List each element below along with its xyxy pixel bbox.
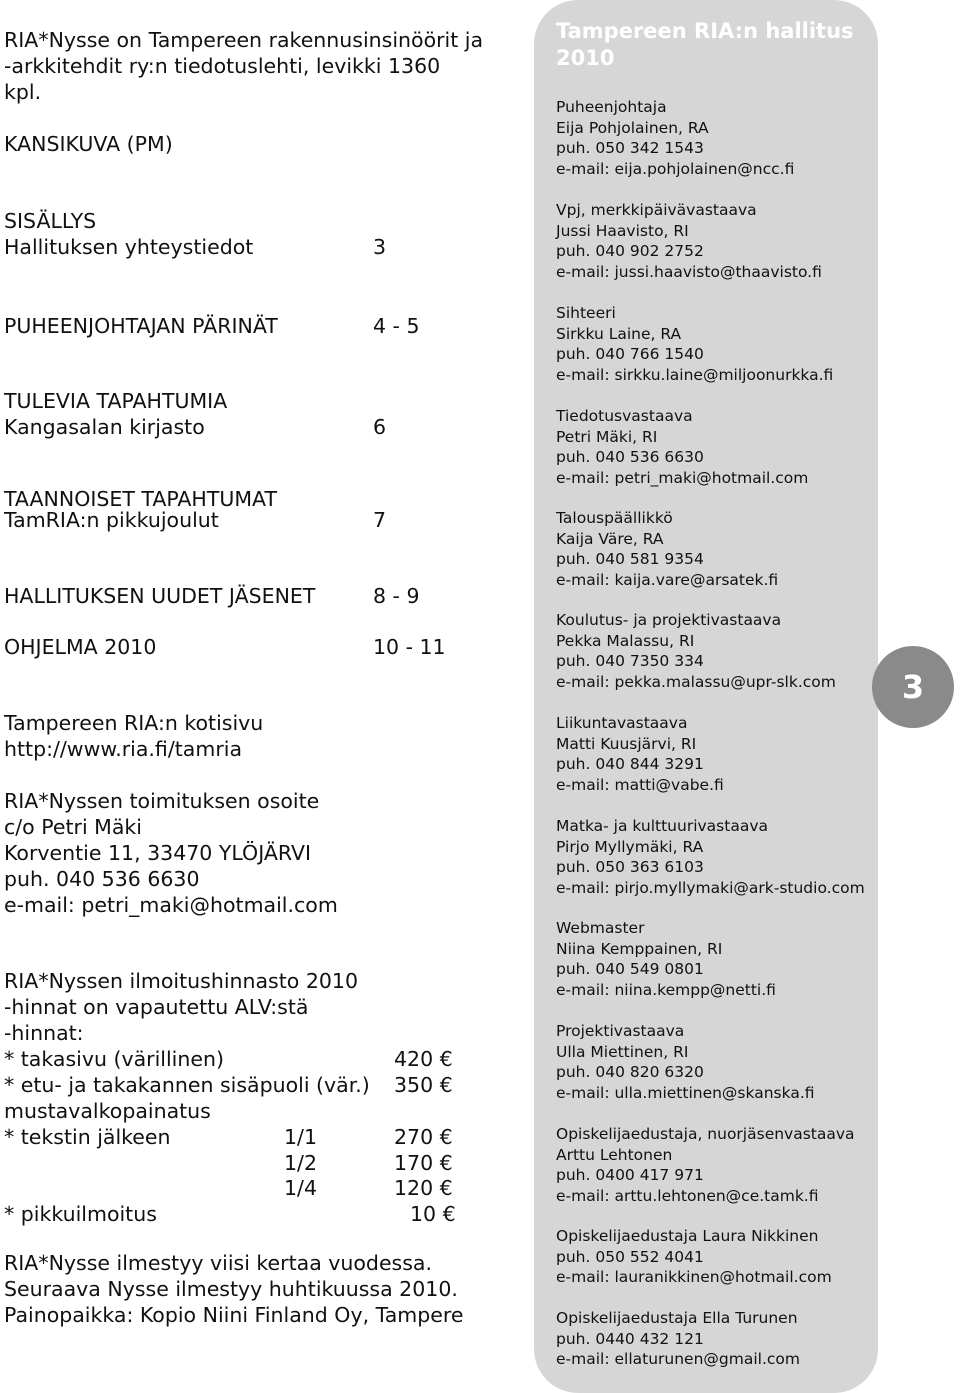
price-row-label: * tekstin jälkeen — [4, 1125, 171, 1149]
member-phone: puh. 050 552 4041 — [556, 1247, 704, 1266]
member-email[interactable]: e-mail: pirjo.myllymaki@ark-studio.com — [556, 878, 865, 897]
board-member — [556, 508, 886, 590]
member-name: Niina Kemppainen, RI — [556, 939, 723, 958]
member-email[interactable]: e-mail: kaija.vare@arsatek.fi — [556, 570, 779, 589]
member-phone: puh. 040 581 9354 — [556, 550, 704, 569]
member-phone: puh. 0400 417 971 — [556, 1166, 704, 1185]
price-row-price: 10 € — [410, 1202, 456, 1226]
prices-note: -hinnat on vapautettu ALV:stä — [4, 995, 309, 1019]
price-row-size: 1/2 — [284, 1151, 317, 1175]
member-name: Arttu Lehtonen — [556, 1145, 673, 1164]
toc-item-label: Hallituksen yhteystiedot — [4, 235, 254, 259]
member-phone: puh. 040 820 6320 — [556, 1063, 704, 1082]
member-name: Pirjo Myllymäki, RA — [556, 837, 704, 856]
member-email[interactable]: e-mail: petri_maki@hotmail.com — [556, 468, 809, 487]
homepage-url[interactable]: http://www.ria.fi/tamria — [4, 737, 243, 761]
footer-line: Seuraava Nysse ilmestyy huhtikuussa 2010. — [4, 1277, 458, 1301]
member-role: Sihteeri — [556, 304, 616, 322]
price-row-price: 120 € — [394, 1176, 453, 1200]
toc-item-page: 3 — [373, 235, 387, 259]
board-member — [556, 918, 886, 1000]
price-row-price: 270 € — [394, 1125, 453, 1149]
member-role: Opiskelijaedustaja Laura Nikkinen — [556, 1227, 819, 1245]
member-name: Kaija Väre, RA — [556, 529, 664, 548]
price-row-label: * pikkuilmoitus — [4, 1202, 157, 1226]
member-phone: puh. 0440 432 121 — [556, 1329, 704, 1348]
member-role: Webmaster — [556, 919, 645, 937]
member-name: Pekka Malassu, RI — [556, 631, 695, 650]
board-member — [556, 303, 886, 385]
board-member — [556, 406, 886, 488]
prices-heading: RIA*Nyssen ilmoitushinnasto 2010 — [4, 969, 359, 993]
page-number-badge: 3 — [872, 646, 954, 728]
cover-credit: KANSIKUVA (PM) — [4, 132, 173, 156]
board-member — [556, 1021, 886, 1103]
toc-item-page: 10 - 11 — [373, 635, 446, 659]
prices-note: -hinnat: — [4, 1021, 84, 1045]
price-row-label: * etu- ja takakannen sisäpuoli (vär.) — [4, 1073, 370, 1097]
member-role: Projektivastaava — [556, 1022, 685, 1040]
toc-heading: SISÄLLYS — [4, 209, 97, 233]
intro-line: -arkkitehdit ry:n tiedotuslehti, levikki 1360 — [4, 54, 441, 78]
member-email[interactable]: e-mail: niina.kempp@netti.fi — [556, 980, 776, 999]
member-name: Jussi Haavisto, RI — [556, 221, 689, 240]
price-row-size: 1/1 — [284, 1125, 317, 1149]
price-row-price: 350 € — [394, 1073, 453, 1097]
price-row-label: mustavalkopainatus — [4, 1099, 211, 1123]
toc-item-page: 8 - 9 — [373, 584, 420, 608]
member-role: Tiedotusvastaava — [556, 407, 693, 425]
toc-item-label: PUHEENJOHTAJAN PÄRINÄT — [4, 314, 278, 338]
member-email[interactable]: e-mail: pekka.malassu@upr-slk.com — [556, 672, 836, 691]
price-row-price: 170 € — [394, 1151, 453, 1175]
board-member — [556, 200, 886, 282]
price-row-size: 1/4 — [284, 1176, 317, 1200]
intro-line: kpl. — [4, 80, 42, 104]
member-phone: puh. 040 536 6630 — [556, 448, 704, 467]
board-member — [556, 1226, 886, 1288]
toc-item-page: 7 — [373, 508, 387, 532]
member-email[interactable]: e-mail: ulla.miettinen@skanska.fi — [556, 1083, 815, 1102]
board-member — [556, 97, 886, 179]
toc-item-label: TamRIA:n pikkujoulut — [4, 508, 219, 532]
member-email[interactable]: e-mail: ellaturunen@gmail.com — [556, 1350, 800, 1369]
homepage-heading: Tampereen RIA:n kotisivu — [4, 711, 264, 735]
member-phone: puh. 040 766 1540 — [556, 345, 704, 364]
member-phone: puh. 040 7350 334 — [556, 652, 704, 671]
toc-item-label: TAANNOISET TAPAHTUMAT — [4, 487, 278, 511]
member-phone: puh. 040 902 2752 — [556, 242, 704, 261]
board-member — [556, 1124, 886, 1206]
member-role: Liikuntavastaava — [556, 714, 688, 732]
member-role: Opiskelijaedustaja, nuorjäsenvastaava — [556, 1125, 855, 1143]
member-phone: puh. 040 844 3291 — [556, 755, 704, 774]
member-name: Eija Pohjolainen, RA — [556, 118, 709, 137]
editorial-line: Korventie 11, 33470 YLÖJÄRVI — [4, 841, 312, 865]
member-role: Talouspäällikkö — [556, 509, 673, 527]
board-title: Tampereen RIA:n hallitus 2010 — [556, 19, 854, 70]
price-row-label: * takasivu (värillinen) — [4, 1047, 224, 1071]
editorial-line: puh. 040 536 6630 — [4, 867, 200, 891]
editorial-email[interactable]: e-mail: petri_maki@hotmail.com — [4, 893, 338, 917]
member-email[interactable]: e-mail: sirkku.laine@miljoonurkka.fi — [556, 365, 834, 384]
member-role: Vpj, merkkipäivävastaava — [556, 201, 757, 219]
board-member — [556, 713, 886, 795]
member-email[interactable]: e-mail: arttu.lehtonen@ce.tamk.fi — [556, 1186, 819, 1205]
editorial-heading: RIA*Nyssen toimituksen osoite — [4, 789, 320, 813]
board-member — [556, 1308, 886, 1370]
member-email[interactable]: e-mail: jussi.haavisto@thaavisto.fi — [556, 262, 822, 281]
member-name: Sirkku Laine, RA — [556, 324, 682, 343]
intro-line: RIA*Nysse on Tampereen rakennusinsinöörit ja — [4, 28, 484, 52]
toc-item-label: OHJELMA 2010 — [4, 635, 157, 659]
board-member — [556, 610, 886, 692]
member-role: Matka- ja kulttuurivastaava — [556, 817, 769, 835]
member-role: Koulutus- ja projektivastaava — [556, 611, 782, 629]
toc-item-page: 6 — [373, 415, 387, 439]
member-name: Matti Kuusjärvi, RI — [556, 734, 697, 753]
member-phone: puh. 050 363 6103 — [556, 858, 704, 877]
footer-line: Painopaikka: Kopio Niini Finland Oy, Tampere — [4, 1303, 464, 1327]
member-phone: puh. 050 342 1543 — [556, 139, 704, 158]
toc-item-page: 4 - 5 — [373, 314, 420, 338]
member-email[interactable]: e-mail: lauranikkinen@hotmail.com — [556, 1268, 832, 1287]
member-phone: puh. 040 549 0801 — [556, 960, 704, 979]
member-name: Petri Mäki, RI — [556, 427, 658, 446]
member-role: Puheenjohtaja — [556, 98, 667, 116]
toc-item-label: HALLITUKSEN UUDET JÄSENET — [4, 584, 316, 608]
member-name: Ulla Miettinen, RI — [556, 1042, 689, 1061]
toc-item-label: Kangasalan kirjasto — [4, 415, 205, 439]
price-row-price: 420 € — [394, 1047, 453, 1071]
footer-line: RIA*Nysse ilmestyy viisi kertaa vuodessa. — [4, 1251, 432, 1275]
member-email[interactable]: e-mail: eija.pohjolainen@ncc.fi — [556, 159, 795, 178]
member-email[interactable]: e-mail: matti@vabe.fi — [556, 775, 724, 794]
toc-item-label: TULEVIA TAPAHTUMIA — [4, 389, 228, 413]
board-member — [556, 816, 886, 898]
editorial-line: c/o Petri Mäki — [4, 815, 142, 839]
member-role: Opiskelijaedustaja Ella Turunen — [556, 1309, 798, 1327]
